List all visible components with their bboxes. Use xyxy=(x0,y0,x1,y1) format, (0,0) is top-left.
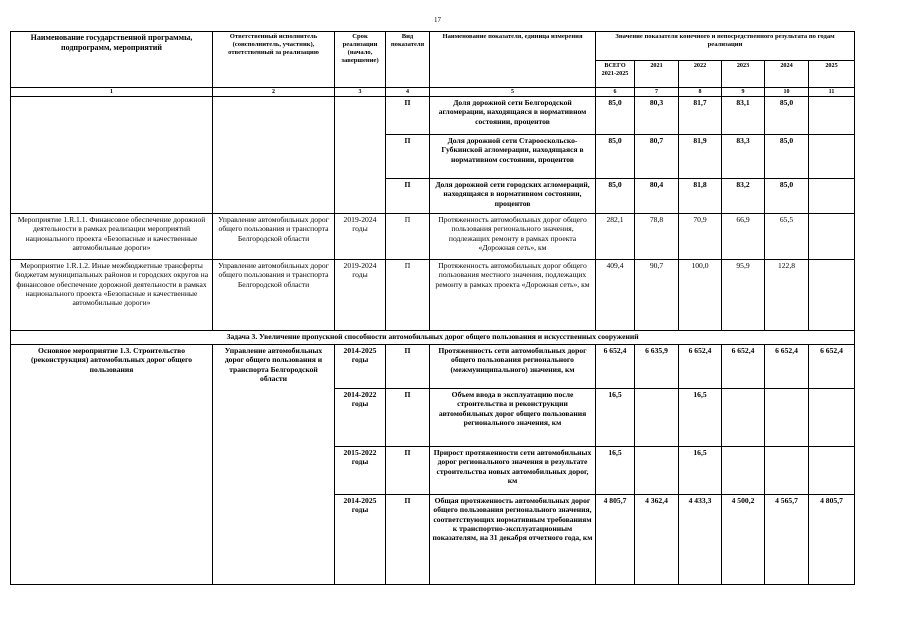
indicator-type: П xyxy=(386,214,430,260)
value-2022: 6 652,4 xyxy=(679,345,722,389)
value-2024 xyxy=(765,389,809,447)
col-number: 4 xyxy=(386,88,430,97)
indicator-type: П xyxy=(386,97,430,135)
indicator-type: П xyxy=(386,447,430,495)
header-year-2023: 2023 xyxy=(722,61,765,88)
col-number: 8 xyxy=(679,88,722,97)
header-year-2024: 2024 xyxy=(765,61,809,88)
measure-period: 2019-2024 годы xyxy=(335,260,386,331)
header-year-2021: 2021 xyxy=(635,61,679,88)
col-number: 6 xyxy=(596,88,635,97)
indicator-type: П xyxy=(386,495,430,585)
task-row xyxy=(11,331,855,345)
col-number: 5 xyxy=(430,88,596,97)
header-total: ВСЕГО 2021-2025 xyxy=(596,61,635,88)
value-total: 85,0 xyxy=(596,179,635,214)
value-2025 xyxy=(809,97,855,135)
value-2025 xyxy=(809,447,855,495)
value-2023 xyxy=(722,389,765,447)
value-2025 xyxy=(809,260,855,331)
value-2025 xyxy=(809,214,855,260)
indicator-name: Объем ввода в эксплуатацию после строительства и реконструкции автомобильных дорог общего пользования регионального значения, км xyxy=(430,389,596,447)
col-number: 3 xyxy=(335,88,386,97)
value-2024: 122,8 xyxy=(765,260,809,331)
main-measure-name: Основное мероприятие 1.3. Строительство (реконструкция) автомобильных дорог общего пользования xyxy=(11,345,213,585)
measure-executor: Управление автомобильных дорог общего пользования и транспорта Белгородской области xyxy=(213,214,335,260)
value-2022: 81,8 xyxy=(679,179,722,214)
period-cell xyxy=(335,97,386,214)
indicator-type: П xyxy=(386,260,430,331)
col-number: 9 xyxy=(722,88,765,97)
value-2022: 16,5 xyxy=(679,447,722,495)
header-indicator-name: Наименование показателя, единица измерения xyxy=(430,32,596,88)
indicator-type: П xyxy=(386,345,430,389)
value-2021: 90,7 xyxy=(635,260,679,331)
indicator-name: Общая протяженность автомобильных дорог общего пользования регионального значения, соответствующих нормативным требованиям к транспортно-эксплуатационным показателям, на 31 декабря отчетного года, км xyxy=(430,495,596,585)
indicator-type: П xyxy=(386,389,430,447)
task-title: Задача 3. Увеличение пропускной способности автомобильных дорог общего пользования и искусственных сооружений xyxy=(11,331,855,345)
indicators-table xyxy=(10,31,855,585)
value-total: 4 805,7 xyxy=(596,495,635,585)
col-number: 10 xyxy=(765,88,809,97)
column-numbers-row xyxy=(11,88,855,97)
measure-executor: Управление автомобильных дорог общего пользования и транспорта Белгородской области xyxy=(213,260,335,331)
value-total: 282,1 xyxy=(596,214,635,260)
indicator-name: Доля дорожной сети городских агломераций, находящаяся в нормативном состоянии, процентов xyxy=(430,179,596,214)
program-cell xyxy=(11,97,213,214)
value-2021 xyxy=(635,447,679,495)
value-2025: 6 652,4 xyxy=(809,345,855,389)
value-2022: 4 433,3 xyxy=(679,495,722,585)
value-2024: 85,0 xyxy=(765,179,809,214)
col-number: 7 xyxy=(635,88,679,97)
page-number: 17 xyxy=(434,16,441,24)
measure-name: Мероприятие 1.R.1.1. Финансовое обеспечение дорожной деятельности в рамках реализации мероприятий национального проекта «Безопасные и качественные автомобильные дороги» xyxy=(11,214,213,260)
measure-period: 2019-2024 годы xyxy=(335,214,386,260)
indicator-type: П xyxy=(386,135,430,179)
executor-cell xyxy=(213,97,335,214)
value-2021: 6 635,9 xyxy=(635,345,679,389)
indicator-name: Протяженность автомобильных дорог общего пользования местного значения, подлежащих ремонту в рамках проекта «Дорожная сеть», км xyxy=(430,260,596,331)
value-total: 409,4 xyxy=(596,260,635,331)
value-2024: 85,0 xyxy=(765,135,809,179)
value-2024: 85,0 xyxy=(765,97,809,135)
value-2024: 6 652,4 xyxy=(765,345,809,389)
header-results: Значение показателя конечного и непосредственного результата по годам реализации xyxy=(596,32,855,61)
value-2022: 100,0 xyxy=(679,260,722,331)
value-2024: 4 565,7 xyxy=(765,495,809,585)
value-2023: 4 500,2 xyxy=(722,495,765,585)
value-2025 xyxy=(809,135,855,179)
value-2024 xyxy=(765,447,809,495)
header-period: Срок реализации (начало, завершение) xyxy=(335,32,386,88)
col-number: 11 xyxy=(809,88,855,97)
value-total: 16,5 xyxy=(596,447,635,495)
indicator-name: Доля дорожной сети Старооскольско-Губкинской агломерации, находящаяся в нормативном состоянии, процентов xyxy=(430,135,596,179)
main-measure-executor: Управление автомобильных дорог общего пользования и транспорта Белгородской области xyxy=(213,345,335,585)
value-2025 xyxy=(809,179,855,214)
indicator-name: Протяженность сети автомобильных дорог общего пользования регионального (межмуниципального) значения, км xyxy=(430,345,596,389)
value-2022: 81,7 xyxy=(679,97,722,135)
measure-period: 2014-2025 годы xyxy=(335,495,386,585)
header-program-name: Наименование государственной программы, подпрограмм, мероприятий xyxy=(11,32,213,88)
value-total: 85,0 xyxy=(596,97,635,135)
col-number: 2 xyxy=(213,88,335,97)
indicator-name: Прирост протяженности сети автомобильных дорог регионального значения в результате строительства новых автомобильных дорог, км xyxy=(430,447,596,495)
indicator-type: П xyxy=(386,179,430,214)
indicator-name: Доля дорожной сети Белгородской агломерации, находящаяся в нормативном состоянии, процентов xyxy=(430,97,596,135)
value-2021: 80,7 xyxy=(635,135,679,179)
table-row xyxy=(11,260,855,331)
value-2023 xyxy=(722,447,765,495)
header-year-2025: 2025 xyxy=(809,61,855,88)
value-2021: 4 362,4 xyxy=(635,495,679,585)
value-2023: 83,3 xyxy=(722,135,765,179)
header-year-2022: 2022 xyxy=(679,61,722,88)
value-2023: 83,1 xyxy=(722,97,765,135)
measure-period: 2014-2022 годы xyxy=(335,389,386,447)
value-2021: 78,8 xyxy=(635,214,679,260)
indicator-name: Протяженность автомобильных дорог общего пользования регионального значения, подлежащих ремонту в рамках проекта «Дорожная сеть», км xyxy=(430,214,596,260)
value-2024: 65,5 xyxy=(765,214,809,260)
value-2021: 80,4 xyxy=(635,179,679,214)
value-total: 6 652,4 xyxy=(596,345,635,389)
header-executor: Ответственный исполнитель (соисполнитель, участник), ответственный за реализацию xyxy=(213,32,335,88)
table-row xyxy=(11,214,855,260)
value-2025 xyxy=(809,389,855,447)
col-number: 1 xyxy=(11,88,213,97)
value-2023: 6 652,4 xyxy=(722,345,765,389)
value-2022: 16,5 xyxy=(679,389,722,447)
measure-period: 2015-2022 годы xyxy=(335,447,386,495)
value-2022: 70,9 xyxy=(679,214,722,260)
value-2025: 4 805,7 xyxy=(809,495,855,585)
measure-name: Мероприятие 1.R.1.2. Иные межбюджетные трансферты бюджетам муниципальных районов и городских округов на финансовое обеспечение дорожной деятельности в рамках национального проекта «Безопасные и качественные автомобильные дороги» xyxy=(11,260,213,331)
value-2023: 95,9 xyxy=(722,260,765,331)
value-total: 85,0 xyxy=(596,135,635,179)
value-2021 xyxy=(635,389,679,447)
table-row xyxy=(11,345,855,389)
value-2021: 80,3 xyxy=(635,97,679,135)
value-total: 16,5 xyxy=(596,389,635,447)
measure-period: 2014-2025 годы xyxy=(335,345,386,389)
header-indicator-type: Вид показателя xyxy=(386,32,430,88)
table-row xyxy=(11,97,855,135)
value-2023: 66,9 xyxy=(722,214,765,260)
value-2023: 83,2 xyxy=(722,179,765,214)
value-2022: 81,9 xyxy=(679,135,722,179)
